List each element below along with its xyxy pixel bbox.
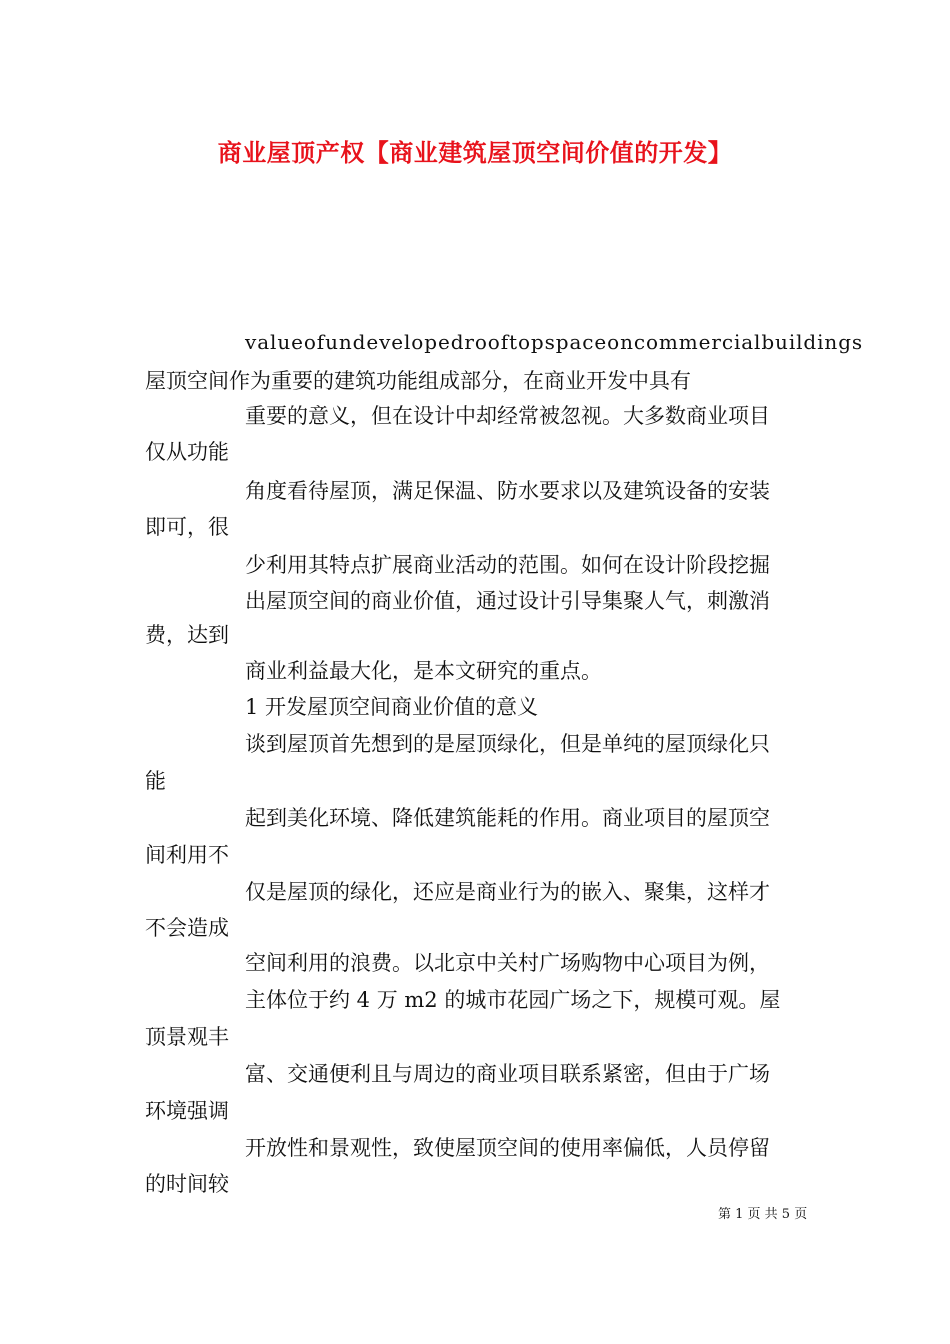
body-line: 起到美化环境、降低建筑能耗的作用。商业项目的屋顶空 — [245, 806, 770, 830]
body-line: 能 — [145, 769, 166, 793]
body-line: 出屋顶空间的商业价值，通过设计引导集聚人气，刺激消 — [245, 589, 770, 613]
body-line: 即可，很 — [145, 515, 229, 539]
body-line: 重要的意义，但在设计中却经常被忽视。大多数商业项目 — [245, 404, 770, 428]
body-line: 角度看待屋顶，满足保温、防水要求以及建筑设备的安装 — [245, 479, 770, 503]
body-line: 富、交通便利且与周边的商业项目联系紧密，但由于广场 — [245, 1062, 770, 1086]
body-line: 仅是屋顶的绿化，还应是商业行为的嵌入、聚集，这样才 — [245, 880, 770, 904]
body-line: 谈到屋顶首先想到的是屋顶绿化，但是单纯的屋顶绿化只 — [245, 732, 770, 756]
body-line: 空间利用的浪费。以北京中关村广场购物中心项目为例， — [245, 951, 770, 975]
body-line: 屋顶空间作为重要的建筑功能组成部分，在商业开发中具有 — [145, 369, 691, 393]
body-line: 顶景观丰 — [145, 1025, 229, 1049]
body-line: 的时间较 — [145, 1172, 229, 1196]
body-line: 仅从功能 — [145, 440, 229, 464]
document-title: 商业屋顶产权【商业建筑屋顶空间价值的开发】 — [217, 138, 733, 167]
body-line: 费，达到 — [145, 623, 229, 647]
body-line: 不会造成 — [145, 916, 229, 940]
body-line: 开放性和景观性，致使屋顶空间的使用率偏低，人员停留 — [245, 1136, 770, 1160]
body-line: 主体位于约 4 万 m2 的城市花园广场之下，规模可观。屋 — [245, 988, 781, 1012]
body-line: 间利用不 — [145, 843, 229, 867]
english-subtitle: valueofundevelopedrooftopspaceoncommercialbuildings — [245, 330, 864, 354]
body-line: 少利用其特点扩展商业活动的范围。如何在设计阶段挖掘 — [245, 553, 770, 577]
body-line: 环境强调 — [145, 1099, 229, 1123]
page-number: 第 1 页 共 5 页 — [718, 1207, 808, 1222]
body-line: 商业利益最大化，是本文研究的重点。 — [245, 659, 602, 683]
section-heading: 1 开发屋顶空间商业价值的意义 — [245, 695, 539, 719]
